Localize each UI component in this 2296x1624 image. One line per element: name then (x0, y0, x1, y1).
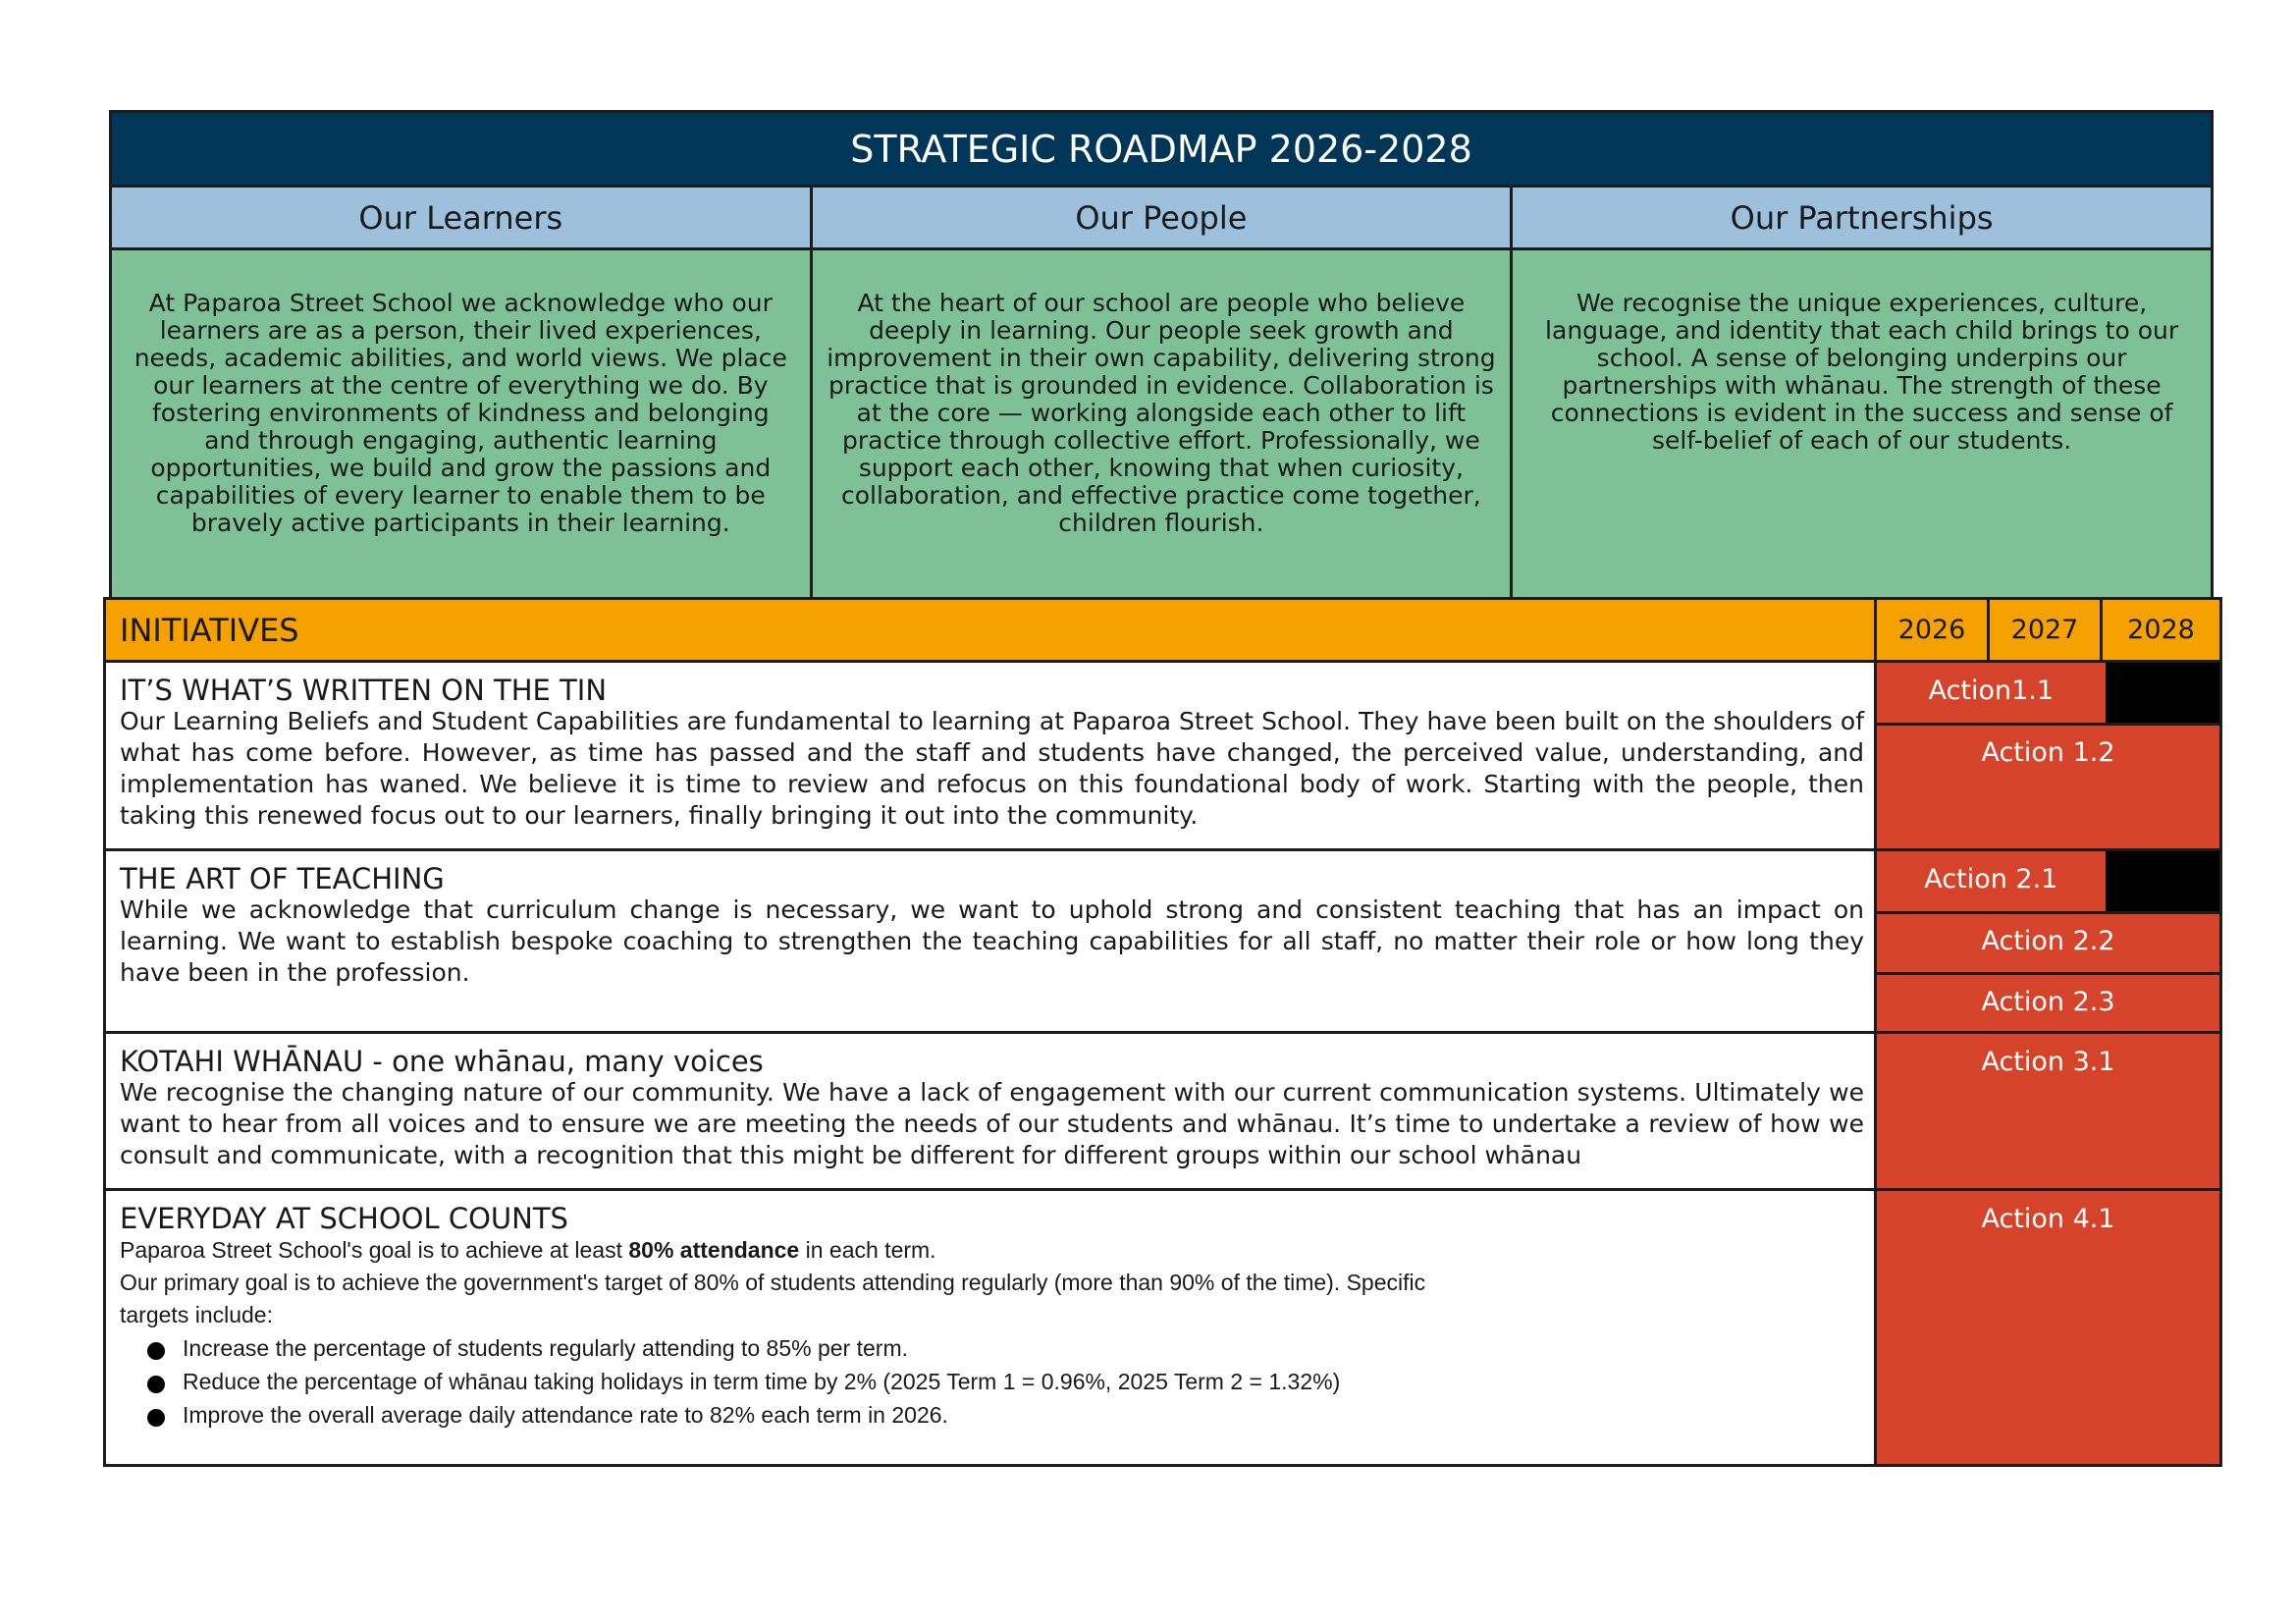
initiative-title: KOTAHI WHĀNAU - one whānau, many voices (120, 1045, 764, 1078)
initiative-description: Our Learning Beliefs and Student Capabilities are fundamental to learning at Paparoa Street School. They have been built on the shoulders of what has come before. However, as time has passed and the staff and students have changed, the perceived value, understanding, and implementation has waned. We believe it is time to review and refocus on this foundational body of work. Starting with the people, then taking this renewed focus out to our learners, finally bringing it out into the community. (120, 707, 1864, 830)
pillar-body-people: At the heart of our school are people who believe deeply in learning. Our people seek growth and improvement in their own capability, delivering strong practice that is grounded in evidence. Collaboration is at the core — working alongside each other to lift practice through collective effort. Professionally, we support each other, knowing that when curiosity, collaboration, and effective practice come together, children flourish. (811, 249, 1512, 633)
initiative-1-actions (1876, 662, 2221, 850)
initiative-2-actions (1876, 850, 2221, 1033)
list-item (120, 1365, 1864, 1398)
target-text: Increase the percentage of students regularly attending to 85% per term. (183, 1335, 908, 1361)
attendance-targets (120, 1331, 1864, 1432)
pillar-body-partnerships: We recognise the unique experiences, culture, language, and identity that each child brings to our school. A sense of belonging underpins our partnerships with whānau. The strength of these connections is evident in the success and sense of self-belief of each of our students. (1512, 249, 2213, 633)
year-2027-heading: 2027 (1989, 599, 2102, 662)
timeline-gap (2106, 663, 2219, 723)
pillar-heading-partnerships: Our Partnerships (1512, 187, 2213, 249)
initiative-2 (105, 850, 1876, 1033)
target-text: Reduce the percentage of whānau taking holidays in term time by 2% (2025 Term 1 = 0.96%, 2025 Term 2 = 1.32%) (183, 1369, 1341, 1394)
initiative-4-actions (1876, 1190, 2221, 1466)
initiative-4 (105, 1190, 1876, 1466)
initiative-title: EVERYDAY AT SCHOOL COUNTS (120, 1202, 568, 1235)
goal-suffix: in each term. (799, 1237, 936, 1263)
initiative-1 (105, 662, 1876, 850)
pillar-heading-people: Our People (811, 187, 1512, 249)
initiative-3-actions (1876, 1033, 2221, 1190)
initiative-title: IT’S WHAT’S WRITTEN ON THE TIN (120, 674, 608, 707)
bullet-icon (147, 1342, 165, 1360)
timeline-gap (2106, 851, 2219, 911)
bullet-icon (147, 1409, 165, 1427)
action-1-1: Action1.1 (1928, 676, 2055, 706)
goal-prefix: Paparoa Street School's goal is to achieve at least (120, 1237, 629, 1263)
initiative-description: We recognise the changing nature of our community. We have a lack of engagement with our current communication systems. Ultimately we want to hear from all voices and to ensure we are meeting the needs of our students and whānau. It’s time to undertake a review of how we consult and communicate, with a recognition that this might be different for different groups within our school whānau (120, 1078, 1864, 1169)
action-4-1: Action 4.1 (1981, 1204, 2115, 1234)
roadmap-title: STRATEGIC ROADMAP 2026-2028 (111, 112, 2213, 187)
initiatives-table (103, 597, 2222, 1467)
initiative-description: While we acknowledge that curriculum change is necessary, we want to uphold strong and consistent teaching that has an impact on learning. We want to establish bespoke coaching to strengthen the teaching capabilities for all staff, no matter their role or how long they have been in the profession. (120, 895, 1864, 987)
action-2-3: Action 2.3 (1981, 987, 2115, 1017)
attendance-goal (120, 1234, 1864, 1267)
year-2026-heading: 2026 (1876, 599, 1989, 662)
action-2-2: Action 2.2 (1981, 926, 2115, 956)
year-2028-heading: 2028 (2102, 599, 2221, 662)
initiative-3 (105, 1033, 1876, 1190)
initiative-title: THE ART OF TEACHING (120, 862, 445, 895)
pillar-heading-learners: Our Learners (111, 187, 812, 249)
list-item (120, 1331, 1864, 1365)
goal-bold: 80% attendance (628, 1237, 800, 1263)
bullet-icon (147, 1376, 165, 1393)
primary-goal: Our primary goal is to achieve the government's target of 80% of students attending regularly (more than 90% of the time). Specific targets include: (120, 1270, 1426, 1327)
action-1-2: Action 1.2 (1981, 737, 2115, 768)
action-3-1: Action 3.1 (1981, 1047, 2115, 1077)
list-item (120, 1398, 1864, 1432)
initiatives-heading: INITIATIVES (105, 599, 1876, 662)
action-2-1: Action 2.1 (1924, 864, 2058, 894)
roadmap-overview-table (109, 110, 2214, 634)
pillar-body-learners: At Paparoa Street School we acknowledge who our learners are as a person, their lived experiences, needs, academic abilities, and world views. We place our learners at the centre of everything we do. By fostering environments of kindness and belonging and through engaging, authentic learning opportunities, we build and grow the passions and capabilities of every learner to enable them to be bravely active participants in their learning. (111, 249, 812, 633)
target-text: Improve the overall average daily attendance rate to 82% each term in 2026. (183, 1402, 948, 1428)
